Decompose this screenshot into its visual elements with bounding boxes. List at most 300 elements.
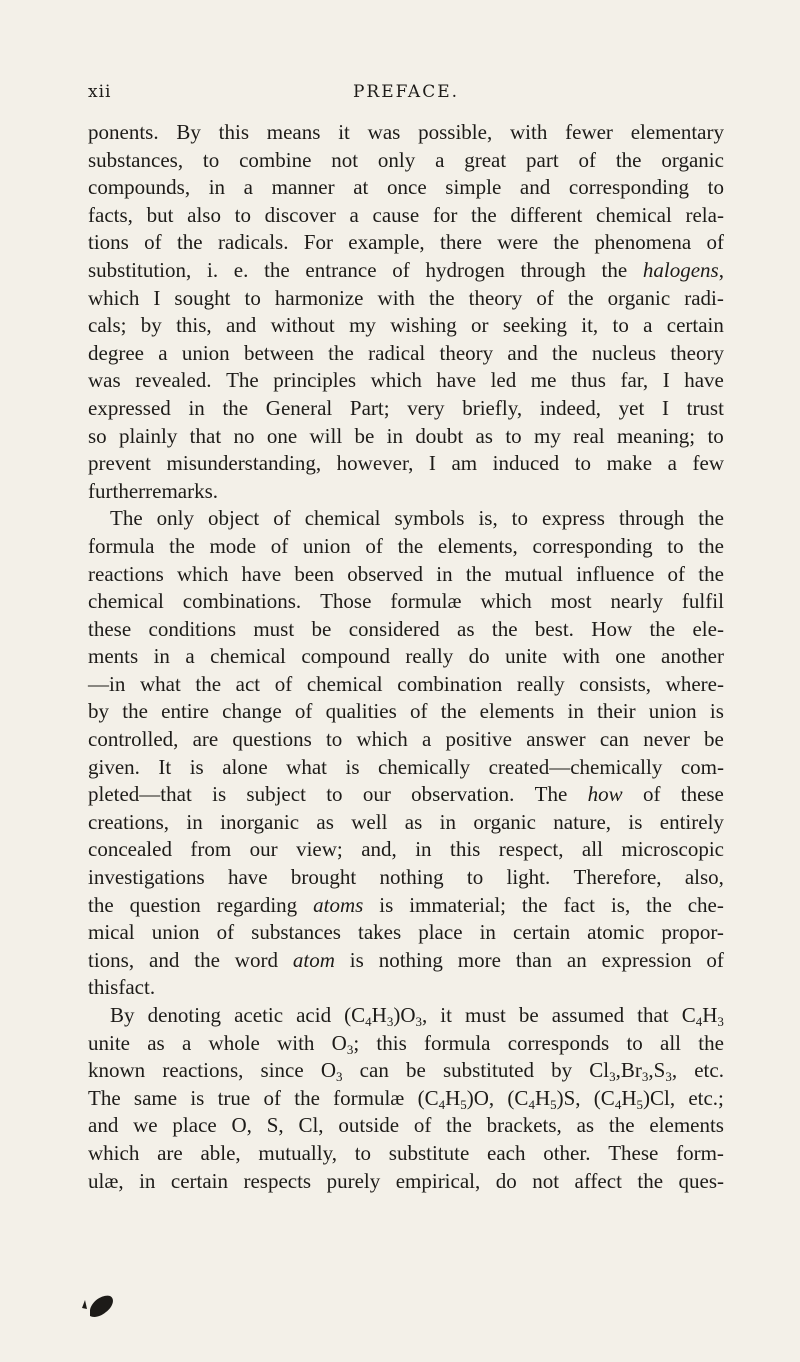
- word: mical: [88, 920, 135, 945]
- punct: be: [518, 1003, 539, 1027]
- word: and: [507, 340, 538, 365]
- text-line: [88, 588, 724, 616]
- word: fact.: [118, 975, 156, 1000]
- word: a: [243, 175, 253, 200]
- word: to: [326, 782, 343, 807]
- punct: of: [706, 947, 724, 972]
- word: the: [553, 230, 580, 255]
- word: formulæ: [390, 589, 462, 614]
- word: as: [457, 616, 475, 641]
- word: my: [349, 313, 376, 338]
- word: with: [510, 120, 548, 144]
- word: organic: [661, 147, 724, 172]
- word: the: [397, 533, 424, 558]
- word: of: [294, 699, 313, 724]
- word: The: [88, 1085, 121, 1110]
- text-line: [88, 174, 724, 202]
- word: this: [218, 120, 249, 144]
- word: chemical: [88, 589, 164, 614]
- word: of: [274, 671, 293, 696]
- word: of: [410, 699, 428, 724]
- word: were: [497, 230, 539, 255]
- chem-subscript: 3: [346, 1041, 354, 1057]
- word: corresponding: [568, 175, 690, 200]
- word: certain: [170, 1168, 228, 1193]
- punct: all: [660, 1030, 682, 1055]
- text-line: [88, 698, 724, 726]
- word: theory: [670, 340, 724, 365]
- word: phenomena: [594, 230, 692, 255]
- word: a: [158, 340, 168, 365]
- word: formula: [88, 533, 155, 558]
- word: observed: [347, 561, 424, 586]
- word: pleted—that: [88, 782, 192, 807]
- punct: of: [642, 782, 661, 807]
- word: certain: [512, 920, 571, 945]
- word: union: [648, 699, 697, 724]
- chem-subscript: 4: [528, 1096, 535, 1112]
- chem-symbol: C: [351, 1003, 366, 1027]
- word: tions: [88, 230, 129, 255]
- word: substitution,: [88, 257, 192, 282]
- word-group: [344, 1002, 427, 1030]
- chem-symbol: C: [514, 1085, 529, 1110]
- word: whole: [208, 1030, 260, 1055]
- word: alone: [222, 754, 268, 779]
- word: part: [526, 147, 559, 172]
- text-line: [88, 340, 724, 368]
- word: organic: [607, 285, 671, 310]
- chem-subscript: 3: [386, 1014, 394, 1029]
- word: only: [156, 506, 194, 531]
- word: other.: [543, 1140, 591, 1165]
- word: which: [177, 561, 229, 586]
- word: another: [661, 644, 724, 669]
- word: of: [273, 506, 291, 531]
- word: e.: [233, 257, 249, 282]
- chem-symbol: C: [681, 1003, 696, 1027]
- word: in: [479, 920, 496, 945]
- word: It: [158, 754, 172, 779]
- word: radical: [368, 340, 426, 365]
- word: in: [186, 809, 203, 834]
- word: briefly,: [462, 395, 523, 420]
- punct: formula: [424, 1030, 491, 1055]
- word: purely: [326, 1168, 381, 1193]
- word: question: [129, 892, 201, 917]
- word: to: [612, 313, 629, 338]
- word: certain: [666, 313, 724, 338]
- word: is,: [478, 506, 498, 531]
- word: to: [202, 147, 220, 172]
- word: was: [88, 368, 121, 393]
- punct: than: [515, 947, 552, 972]
- word: in: [188, 395, 205, 420]
- word: which: [88, 285, 140, 310]
- italic-word: atoms: [313, 892, 364, 917]
- word: controlled,: [88, 727, 179, 752]
- punct: is,: [610, 892, 631, 917]
- word: also,: [684, 865, 724, 890]
- word: a: [435, 147, 445, 172]
- word: consists,: [579, 671, 652, 696]
- word: their: [597, 699, 636, 724]
- word: facts,: [88, 202, 133, 227]
- word: the: [608, 1113, 635, 1138]
- word: make: [606, 451, 653, 476]
- chem-subscript: 4: [614, 1096, 622, 1112]
- word: or: [471, 313, 489, 338]
- chem-symbol: S: [653, 1058, 666, 1083]
- text-line: [88, 1085, 724, 1113]
- word: nucleus: [591, 340, 657, 365]
- word: of: [706, 230, 724, 255]
- chem-symbol: H: [702, 1003, 718, 1027]
- word: com-: [680, 754, 724, 779]
- word: concealed: [88, 837, 172, 862]
- word: radi-: [684, 285, 724, 310]
- word: cause: [372, 202, 420, 227]
- word: be: [311, 616, 332, 641]
- word: S,: [266, 1113, 284, 1138]
- text-line: [88, 1002, 724, 1030]
- running-header: [88, 82, 724, 108]
- word: respect,: [498, 837, 564, 862]
- word: there: [440, 230, 482, 255]
- word: acetic: [234, 1003, 284, 1027]
- text-line: [88, 1112, 724, 1140]
- punct: must: [465, 1003, 506, 1027]
- word: I: [428, 451, 436, 476]
- word: to: [354, 1140, 372, 1165]
- word: the: [222, 395, 249, 420]
- word: my: [533, 423, 561, 448]
- word: far,: [620, 368, 649, 393]
- word: true: [217, 1085, 251, 1110]
- chem-symbol: S: [563, 1085, 576, 1110]
- word: of: [667, 561, 686, 586]
- word: is: [709, 699, 724, 724]
- word: view;: [296, 837, 343, 862]
- punct: ,: [669, 1085, 676, 1110]
- punct: an: [566, 947, 587, 972]
- text-line: [88, 312, 724, 340]
- word: each: [487, 1140, 526, 1165]
- italic-word: how: [587, 782, 623, 807]
- word: been: [294, 561, 335, 586]
- word: takes: [358, 920, 402, 945]
- punct: the: [521, 892, 548, 917]
- word: these: [88, 616, 132, 641]
- word: have: [436, 368, 477, 393]
- word: remarks.: [145, 478, 219, 503]
- word: are: [192, 727, 219, 752]
- chem-symbol: H: [534, 1085, 551, 1110]
- text-line: [88, 1140, 724, 1168]
- word: conditions: [148, 616, 236, 641]
- word: elementary: [630, 120, 724, 144]
- word: this,: [176, 313, 212, 338]
- punct: is: [349, 947, 364, 972]
- word: revealed.: [135, 368, 212, 393]
- word: have: [241, 561, 282, 586]
- word: I: [661, 395, 669, 420]
- word: example,: [348, 230, 425, 255]
- word: by: [88, 699, 109, 724]
- word: word: [234, 947, 278, 972]
- word: mode: [209, 533, 257, 558]
- word: is: [212, 782, 227, 807]
- word: of: [216, 920, 235, 945]
- chem-symbol: Cl: [649, 1085, 670, 1110]
- text-line: [88, 505, 724, 533]
- punct: ): [466, 1085, 474, 1110]
- word: compound: [301, 644, 390, 669]
- word: and: [149, 947, 180, 972]
- word: wishing: [390, 313, 457, 338]
- word: of: [536, 285, 554, 310]
- chem-symbol: O: [400, 1003, 416, 1027]
- word: corresponding: [532, 533, 653, 558]
- word: what: [139, 671, 181, 696]
- word: union: [151, 920, 200, 945]
- word: hydrogen: [425, 257, 505, 282]
- word: chemical: [596, 202, 672, 227]
- word: observation.: [411, 782, 515, 807]
- page-number: xii: [88, 82, 112, 102]
- word: as: [576, 1113, 595, 1138]
- word: a: [349, 202, 359, 227]
- punct: it: [440, 1003, 452, 1027]
- word: can: [599, 727, 630, 752]
- word: mutual: [504, 561, 563, 586]
- word: induced: [492, 451, 560, 476]
- word: Therefore,: [573, 865, 662, 890]
- word: to: [244, 285, 261, 310]
- word: combination: [397, 671, 503, 696]
- word: substances,: [88, 147, 184, 172]
- word: also: [187, 202, 221, 227]
- word: well: [351, 809, 388, 834]
- chem-subscript: 3: [641, 1069, 649, 1085]
- word: is: [345, 754, 360, 779]
- chem-subscript: 4: [365, 1014, 372, 1029]
- word: ele-: [692, 616, 724, 641]
- word: I: [153, 285, 161, 310]
- word: considered: [348, 616, 440, 641]
- chem-subscript: 3: [609, 1069, 616, 1085]
- word: in: [139, 1168, 156, 1193]
- punct: expression: [601, 947, 692, 972]
- word: possible,: [418, 120, 493, 144]
- word: very: [407, 395, 445, 420]
- word: symbols: [394, 506, 465, 531]
- word: investigations: [88, 865, 205, 890]
- word: by: [140, 313, 162, 338]
- word: the: [698, 561, 724, 586]
- punct: corresponds: [507, 1030, 610, 1055]
- word: unite: [505, 644, 548, 669]
- punct: substituted: [442, 1058, 534, 1083]
- word: elements: [649, 1113, 724, 1138]
- punct: (: [593, 1085, 601, 1110]
- word: The: [110, 506, 143, 531]
- word: of: [392, 257, 410, 282]
- word: compounds,: [88, 175, 191, 200]
- word: what: [286, 754, 327, 779]
- word-group: [589, 1057, 677, 1085]
- word: indeed,: [539, 395, 601, 420]
- word: answer: [526, 727, 586, 752]
- word: of: [578, 147, 597, 172]
- word: our: [249, 837, 278, 862]
- text-line: [88, 533, 724, 561]
- word: are: [157, 1140, 183, 1165]
- italic-word: atom: [292, 947, 335, 972]
- word: only: [377, 147, 416, 172]
- word: affect: [574, 1168, 622, 1193]
- word: but: [146, 202, 174, 227]
- italic-word: halogens: [642, 257, 719, 282]
- punct: ;: [353, 1030, 360, 1055]
- word: seeking: [502, 313, 567, 338]
- word: the: [446, 1113, 472, 1138]
- word: creations,: [88, 809, 170, 834]
- chem-symbol: O: [473, 1085, 489, 1110]
- word: the: [440, 699, 467, 724]
- word: discover: [264, 202, 336, 227]
- word: as: [316, 809, 334, 834]
- word: a: [421, 727, 432, 752]
- running-title: PREFACE.: [352, 82, 460, 102]
- word: to: [466, 865, 484, 890]
- word: principles: [273, 368, 357, 393]
- word: Those: [320, 589, 372, 614]
- word-group: [418, 1085, 495, 1113]
- word: of: [270, 533, 289, 558]
- word: combine: [239, 147, 312, 172]
- word: the: [567, 285, 594, 310]
- word: the: [491, 616, 518, 641]
- word: fewer: [565, 120, 613, 144]
- word: expressed: [88, 395, 171, 420]
- word: the: [194, 947, 220, 972]
- text-segment: ,: [718, 257, 724, 282]
- word: means: [266, 120, 321, 144]
- word: meaning;: [616, 423, 696, 448]
- punct: nothing: [378, 947, 443, 972]
- word: of: [263, 1085, 281, 1110]
- word: and: [519, 175, 551, 200]
- word: from: [190, 837, 232, 862]
- word: without: [270, 313, 335, 338]
- punct: can: [359, 1058, 389, 1083]
- chem-subscript: 3: [415, 1014, 422, 1029]
- word: and: [88, 1113, 119, 1138]
- word: manner: [271, 175, 335, 200]
- punct: ,: [648, 1058, 654, 1083]
- word-group: [332, 1030, 360, 1058]
- word: object: [207, 506, 260, 531]
- word: and,: [361, 837, 397, 862]
- word: have: [684, 368, 724, 393]
- word: it: [338, 120, 350, 144]
- word: yet: [618, 395, 645, 420]
- word: through: [520, 257, 586, 282]
- word: theory: [439, 340, 494, 365]
- word: different: [510, 202, 583, 227]
- word: as: [404, 809, 423, 834]
- chem-symbol: H: [371, 1003, 387, 1027]
- word: the: [615, 147, 642, 172]
- word: one: [266, 423, 298, 448]
- word: i.: [206, 257, 219, 282]
- word: the: [264, 257, 290, 282]
- word: however,: [336, 451, 414, 476]
- word: The: [534, 782, 568, 807]
- word: so: [88, 423, 107, 448]
- word: entrance: [305, 257, 377, 282]
- word: which: [356, 727, 408, 752]
- chem-subscript: 3: [336, 1069, 343, 1085]
- text-line: [88, 119, 724, 147]
- word: since: [260, 1058, 304, 1083]
- text-line: [88, 147, 724, 175]
- word: in: [415, 837, 432, 862]
- punct: is: [379, 892, 394, 917]
- word: a: [643, 313, 653, 338]
- word: place: [172, 1113, 217, 1138]
- text-line: [88, 229, 724, 257]
- word: ques-: [678, 1168, 724, 1193]
- word: inorganic: [220, 809, 300, 834]
- chem-symbol: Br: [620, 1058, 642, 1083]
- text-line: [88, 809, 724, 837]
- text-line: [88, 947, 724, 975]
- word: By: [176, 120, 201, 144]
- punct: etc.: [694, 1058, 724, 1083]
- chem-subscript: 4: [438, 1096, 446, 1112]
- punct: fact: [563, 892, 595, 917]
- word: in: [208, 175, 226, 200]
- chem-symbol: O: [331, 1030, 347, 1055]
- word: the: [698, 506, 724, 531]
- word: to: [511, 506, 529, 531]
- word: light.: [506, 865, 551, 890]
- word-group: [594, 1085, 675, 1113]
- word: and: [225, 313, 257, 338]
- chem-symbol: C: [424, 1085, 439, 1110]
- word: the: [601, 257, 628, 282]
- text-line: [88, 1057, 724, 1085]
- word: of: [144, 230, 162, 255]
- word: ulæ,: [88, 1168, 124, 1193]
- word: of: [365, 533, 383, 558]
- chem-symbol: Cl: [589, 1058, 610, 1083]
- word: These: [608, 1140, 659, 1165]
- word: misunderstanding,: [166, 451, 322, 476]
- word: rela-: [685, 202, 724, 227]
- punct: (: [507, 1085, 515, 1110]
- word: to: [707, 175, 724, 200]
- word: is: [189, 754, 204, 779]
- punct: etc.;: [688, 1085, 724, 1110]
- word-group: [682, 1002, 724, 1030]
- word: really: [405, 644, 454, 669]
- word: outside: [338, 1113, 400, 1138]
- word: is: [628, 809, 643, 834]
- chem-symbol: O: [320, 1058, 337, 1083]
